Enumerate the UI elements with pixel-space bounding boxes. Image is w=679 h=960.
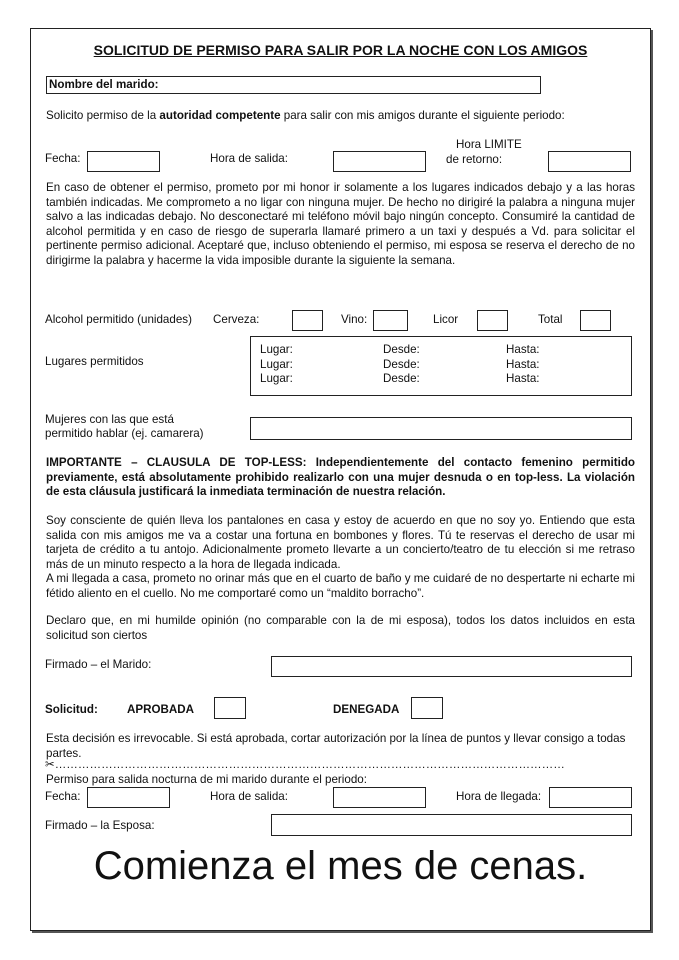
- intro-text: [46, 109, 646, 124]
- place-hasta: Hasta:: [506, 372, 540, 385]
- hora-retorno-label: de retorno:: [446, 153, 503, 166]
- vino-field[interactable]: [373, 310, 408, 331]
- slip-hora-llegada-label: Hora de llegada:: [456, 790, 542, 803]
- arrival-paragraph: A mi llegada a casa, prometo no orinar más que en el cuarto de baño y me cuidaré de no despertarte ni echarte mi fétido aliento en el cuello. No me comportaré como un “maldito borracho”.: [46, 572, 635, 600]
- place-desde: Desde:: [383, 372, 420, 385]
- slip-hora-salida-label: Hora de salida:: [210, 790, 288, 803]
- cut-line: ✂……………………………………………………………………………………………………………………: [45, 758, 565, 771]
- place-desde: Desde:: [383, 343, 420, 356]
- places-table[interactable]: [250, 336, 632, 396]
- place-lugar: Lugar:: [260, 358, 293, 371]
- slip-hora-llegada-field[interactable]: [549, 787, 632, 808]
- fecha-label: Fecha:: [45, 152, 81, 165]
- cerveza-field[interactable]: [292, 310, 323, 331]
- places-label: Lugares permitidos: [45, 355, 144, 368]
- slip-fecha-field[interactable]: [87, 787, 170, 808]
- form-title: SOLICITUD DE PERMISO PARA SALIR POR LA NOCHE CON LOS AMIGOS: [93, 42, 588, 58]
- approved-checkbox[interactable]: [214, 697, 246, 719]
- slip-hora-salida-field[interactable]: [333, 787, 426, 808]
- important-paragraph: IMPORTANTE – CLAUSULA DE TOP-LESS: Independientemente del contacto femenino permitido previamente, está absolutamente prohibido realizarlo con una mujer desnuda o en top-less. La violación de esta cláusula justificará la inmediata terminación de nuestra relación.: [46, 456, 635, 499]
- alcohol-label: Alcohol permitido (unidades): [45, 313, 192, 326]
- women-field[interactable]: [250, 417, 632, 440]
- status-label: Solicitud:: [45, 703, 98, 716]
- slip-heading: Permiso para salida nocturna de mi marido durante el periodo:: [46, 773, 367, 786]
- slip-fecha-label: Fecha:: [45, 790, 81, 803]
- total-field[interactable]: [580, 310, 611, 331]
- husband-signature-field[interactable]: [271, 656, 632, 677]
- place-lugar: Lugar:: [260, 372, 293, 385]
- signed-wife-label: Firmado – la Esposa:: [45, 819, 155, 832]
- hora-limite-field[interactable]: [548, 151, 631, 172]
- caption-text: Comienza el mes de cenas.: [93, 844, 588, 888]
- hora-salida-field[interactable]: [333, 151, 426, 172]
- hora-salida-label: Hora de salida:: [210, 152, 288, 165]
- fecha-field[interactable]: [87, 151, 160, 172]
- signed-husband-label: Firmado – el Marido:: [45, 658, 152, 671]
- place-desde: Desde:: [383, 358, 420, 371]
- denied-checkbox[interactable]: [411, 697, 443, 719]
- declaration-paragraph: Declaro que, en mi humilde opinión (no comparable con la de mi esposa), todos los datos incluidos en esta solicitud son ciertos: [46, 614, 635, 642]
- conscious-paragraph: Soy consciente de quién lleva los pantalones en casa y estoy de acuerdo en que no soy yo. Entiendo que esta salida con mis amigos me va a costar una fortuna en bombones y flores. Tú te reservas el derecho de usar mi tarjeta de crédito a tu antojo. Adicionalmente prometo llevarte a un concierto/teatro de tu elección si me retraso más de un minuto respecto a la hora de llegada indicada.: [46, 514, 635, 571]
- women-label-line2: permitido hablar (ej. camarera): [45, 427, 204, 440]
- denied-label: DENEGADA: [333, 703, 400, 716]
- cerveza-label: Cerveza:: [213, 313, 260, 326]
- intro-prefix: Solicito permiso de la: [46, 109, 160, 122]
- promise-paragraph: En caso de obtener el permiso, prometo por mi honor ir solamente a los lugares indicados debajo y a las horas también indicadas. Me comprometo a no ligar con ninguna mujer. De hecho no dirigiré la palabra a ninguna mujer salvo a las indicadas debajo. No desconectaré mi teléfono móvil bajo ningún concepto. Consumiré la cantidad de alcohol permitida y en caso de riesgo de superarla llamaré primero a un taxi y después a Vd. para solicitar el pertinente permiso adicional. Aceptaré que, incluso obteniendo el permiso, mi esposa se reserva el derecho de no dirigirme la palabra y hacerme la vida imposible durante la siguiente la semana.: [46, 181, 635, 267]
- place-lugar: Lugar:: [260, 343, 293, 356]
- intro-bold: autoridad competente: [159, 109, 281, 122]
- intro-suffix: para salir con mis amigos durante el siguiente periodo:: [280, 109, 565, 122]
- total-label: Total: [538, 313, 563, 326]
- husband-name-label: Nombre del marido:: [49, 78, 159, 91]
- wife-signature-field[interactable]: [271, 814, 632, 836]
- licor-label: Licor: [433, 313, 459, 326]
- husband-name-field[interactable]: [46, 76, 541, 94]
- decision-paragraph: Esta decisión es irrevocable. Si está aprobada, cortar autorización por la línea de puntos y llevar consigo a todas partes.: [46, 732, 626, 760]
- licor-field[interactable]: [477, 310, 508, 331]
- approved-label: APROBADA: [127, 703, 194, 716]
- hora-limite-label: Hora LIMITE: [456, 138, 522, 151]
- women-label-line1: Mujeres con las que está: [45, 413, 174, 426]
- place-hasta: Hasta:: [506, 343, 540, 356]
- vino-label: Vino:: [341, 313, 368, 326]
- form-page: [30, 28, 651, 931]
- place-hasta: Hasta:: [506, 358, 540, 371]
